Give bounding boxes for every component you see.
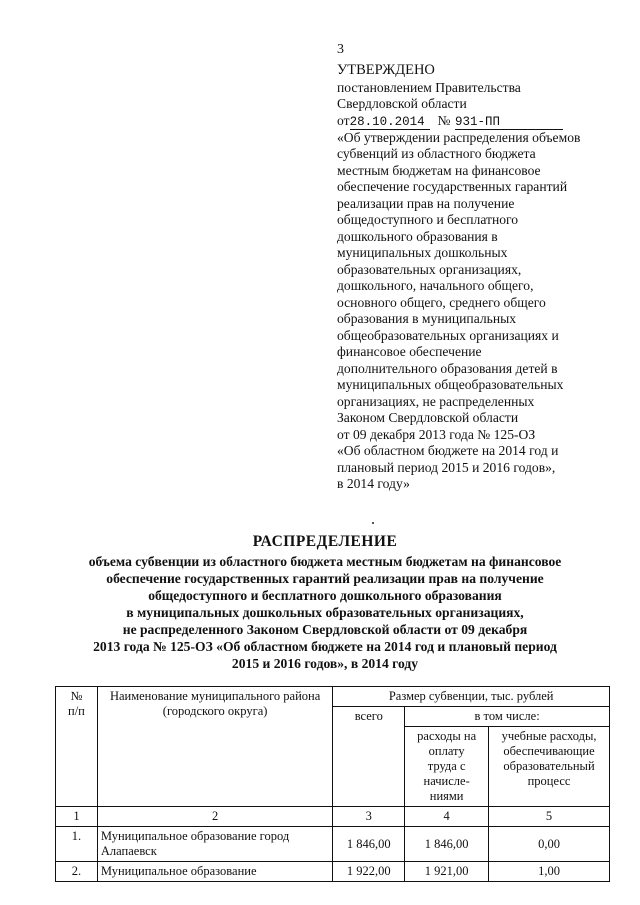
approval-description-line: образовательных организациях, [337,261,522,277]
cell-name: Муниципальное образование [97,862,332,882]
page-number: 3 [337,42,344,57]
approval-description-line: плановый период 2015 и 2016 годов», [337,459,556,475]
approval-line-1: постановлением Правительства [337,79,521,95]
column-index: 1 [56,807,98,827]
approval-description-line: общедоступного и бесплатного [337,212,519,227]
approval-block [337,62,627,493]
header-education [489,727,610,807]
cell-salary: 1 921,00 [405,862,489,882]
column-index: 4 [405,807,489,827]
cell-num: 2. [56,862,98,882]
column-index: 3 [333,807,405,827]
header-text-salary: расходы на оплату труда с начисле- ниями [417,729,477,803]
approval-number: 931-ПП [455,115,563,130]
heading-line: 2013 года № 125-ОЗ «Об областном бюджете на 2014 год и плановый период [93,639,557,654]
heading-line: общедоступного и бесплатного дошкольного образования [148,588,502,603]
heading-line: обеспечение государственных гарантий реализации прав на получение [106,571,544,586]
header-amount-group: Размер субвенции, тыс. рублей [333,687,610,707]
subvention-table [55,686,610,882]
approval-description-line: реализации прав на получение [337,195,515,211]
document-heading [40,532,610,672]
header-including: в том числе: [405,707,610,727]
header-num [56,687,98,807]
heading-line: объема субвенции из областного бюджета местным бюджетам на финансовое [88,554,562,569]
heading-title: РАСПРЕДЕЛЕНИЕ [252,533,398,550]
header-salary [405,727,489,807]
cell-total: 1 846,00 [333,827,405,862]
approval-description-line: в 2014 году» [337,476,410,491]
header-text-name: Наименование муниципального района (городского округа) [109,689,321,718]
cell-num: 1. [56,827,98,862]
cell-total: 1 922,00 [333,862,405,882]
approval-description-line: от 09 декабря 2013 года № 125-ОЗ [337,426,536,442]
column-index: 2 [97,807,332,827]
header-total: всего [333,707,405,807]
cell-salary: 1 846,00 [405,827,489,862]
number-sign: № [437,112,451,128]
cell-name: Муниципальное образование город Алапаевск [97,827,332,862]
column-index-row [56,807,610,827]
heading-subtitle [40,553,610,672]
approval-date-line [337,113,627,130]
approval-line-2: Свердловской области [337,96,467,111]
header-name [97,687,332,807]
dot-mark [372,522,374,524]
approval-description-line: финансовое обеспечение [337,344,482,359]
cell-education: 1,00 [489,862,610,882]
approval-description-line: местным бюджетам на финансовое [337,162,541,178]
header-text-num: № п/п [68,689,85,718]
table-row [56,827,610,862]
heading-line: 2015 и 2016 годов», в 2014 году [231,656,419,671]
approval-description-line: образования в муниципальных [337,311,517,326]
approval-description-line: обеспечение государственных гарантий [337,179,568,194]
approval-description-line: «Об утверждении распределения объемов [337,129,581,145]
cell-education: 0,00 [489,827,610,862]
approval-description-line: «Об областном бюджете на 2014 год и [337,443,559,458]
approval-description-line: муниципальных дошкольных [337,245,508,260]
approval-description-line: общеобразовательных организациях и [337,327,559,343]
heading-line: не распределенного Законом Свердловской области от 09 декабря [122,622,528,637]
date-prefix: от [337,112,350,128]
approval-date: 28.10.2014 [350,115,430,130]
approval-title: УТВЕРЖДЕНО [337,62,435,78]
header-text-education: учебные расходы, обеспечивающие образовательный процесс [501,729,597,788]
approval-description-line: дошкольного образования в [337,228,498,244]
approval-description-line: дошкольного, начального общего, [337,278,534,293]
approval-description-line: основного общего, среднего общего [337,294,546,310]
approval-description-line: субвенций из областного бюджета [337,146,536,161]
heading-line: в муниципальных дошкольных образовательных организациях, [126,605,524,620]
table-row [56,862,610,882]
approval-description-line: дополнительного образования детей в [337,360,558,376]
approval-description-line: Законом Свердловской области [337,410,519,425]
approval-description [337,130,627,493]
approval-description-line: организациях, не распределенных [337,393,535,409]
column-index: 5 [489,807,610,827]
approval-description-line: муниципальных общеобразовательных [337,377,564,392]
